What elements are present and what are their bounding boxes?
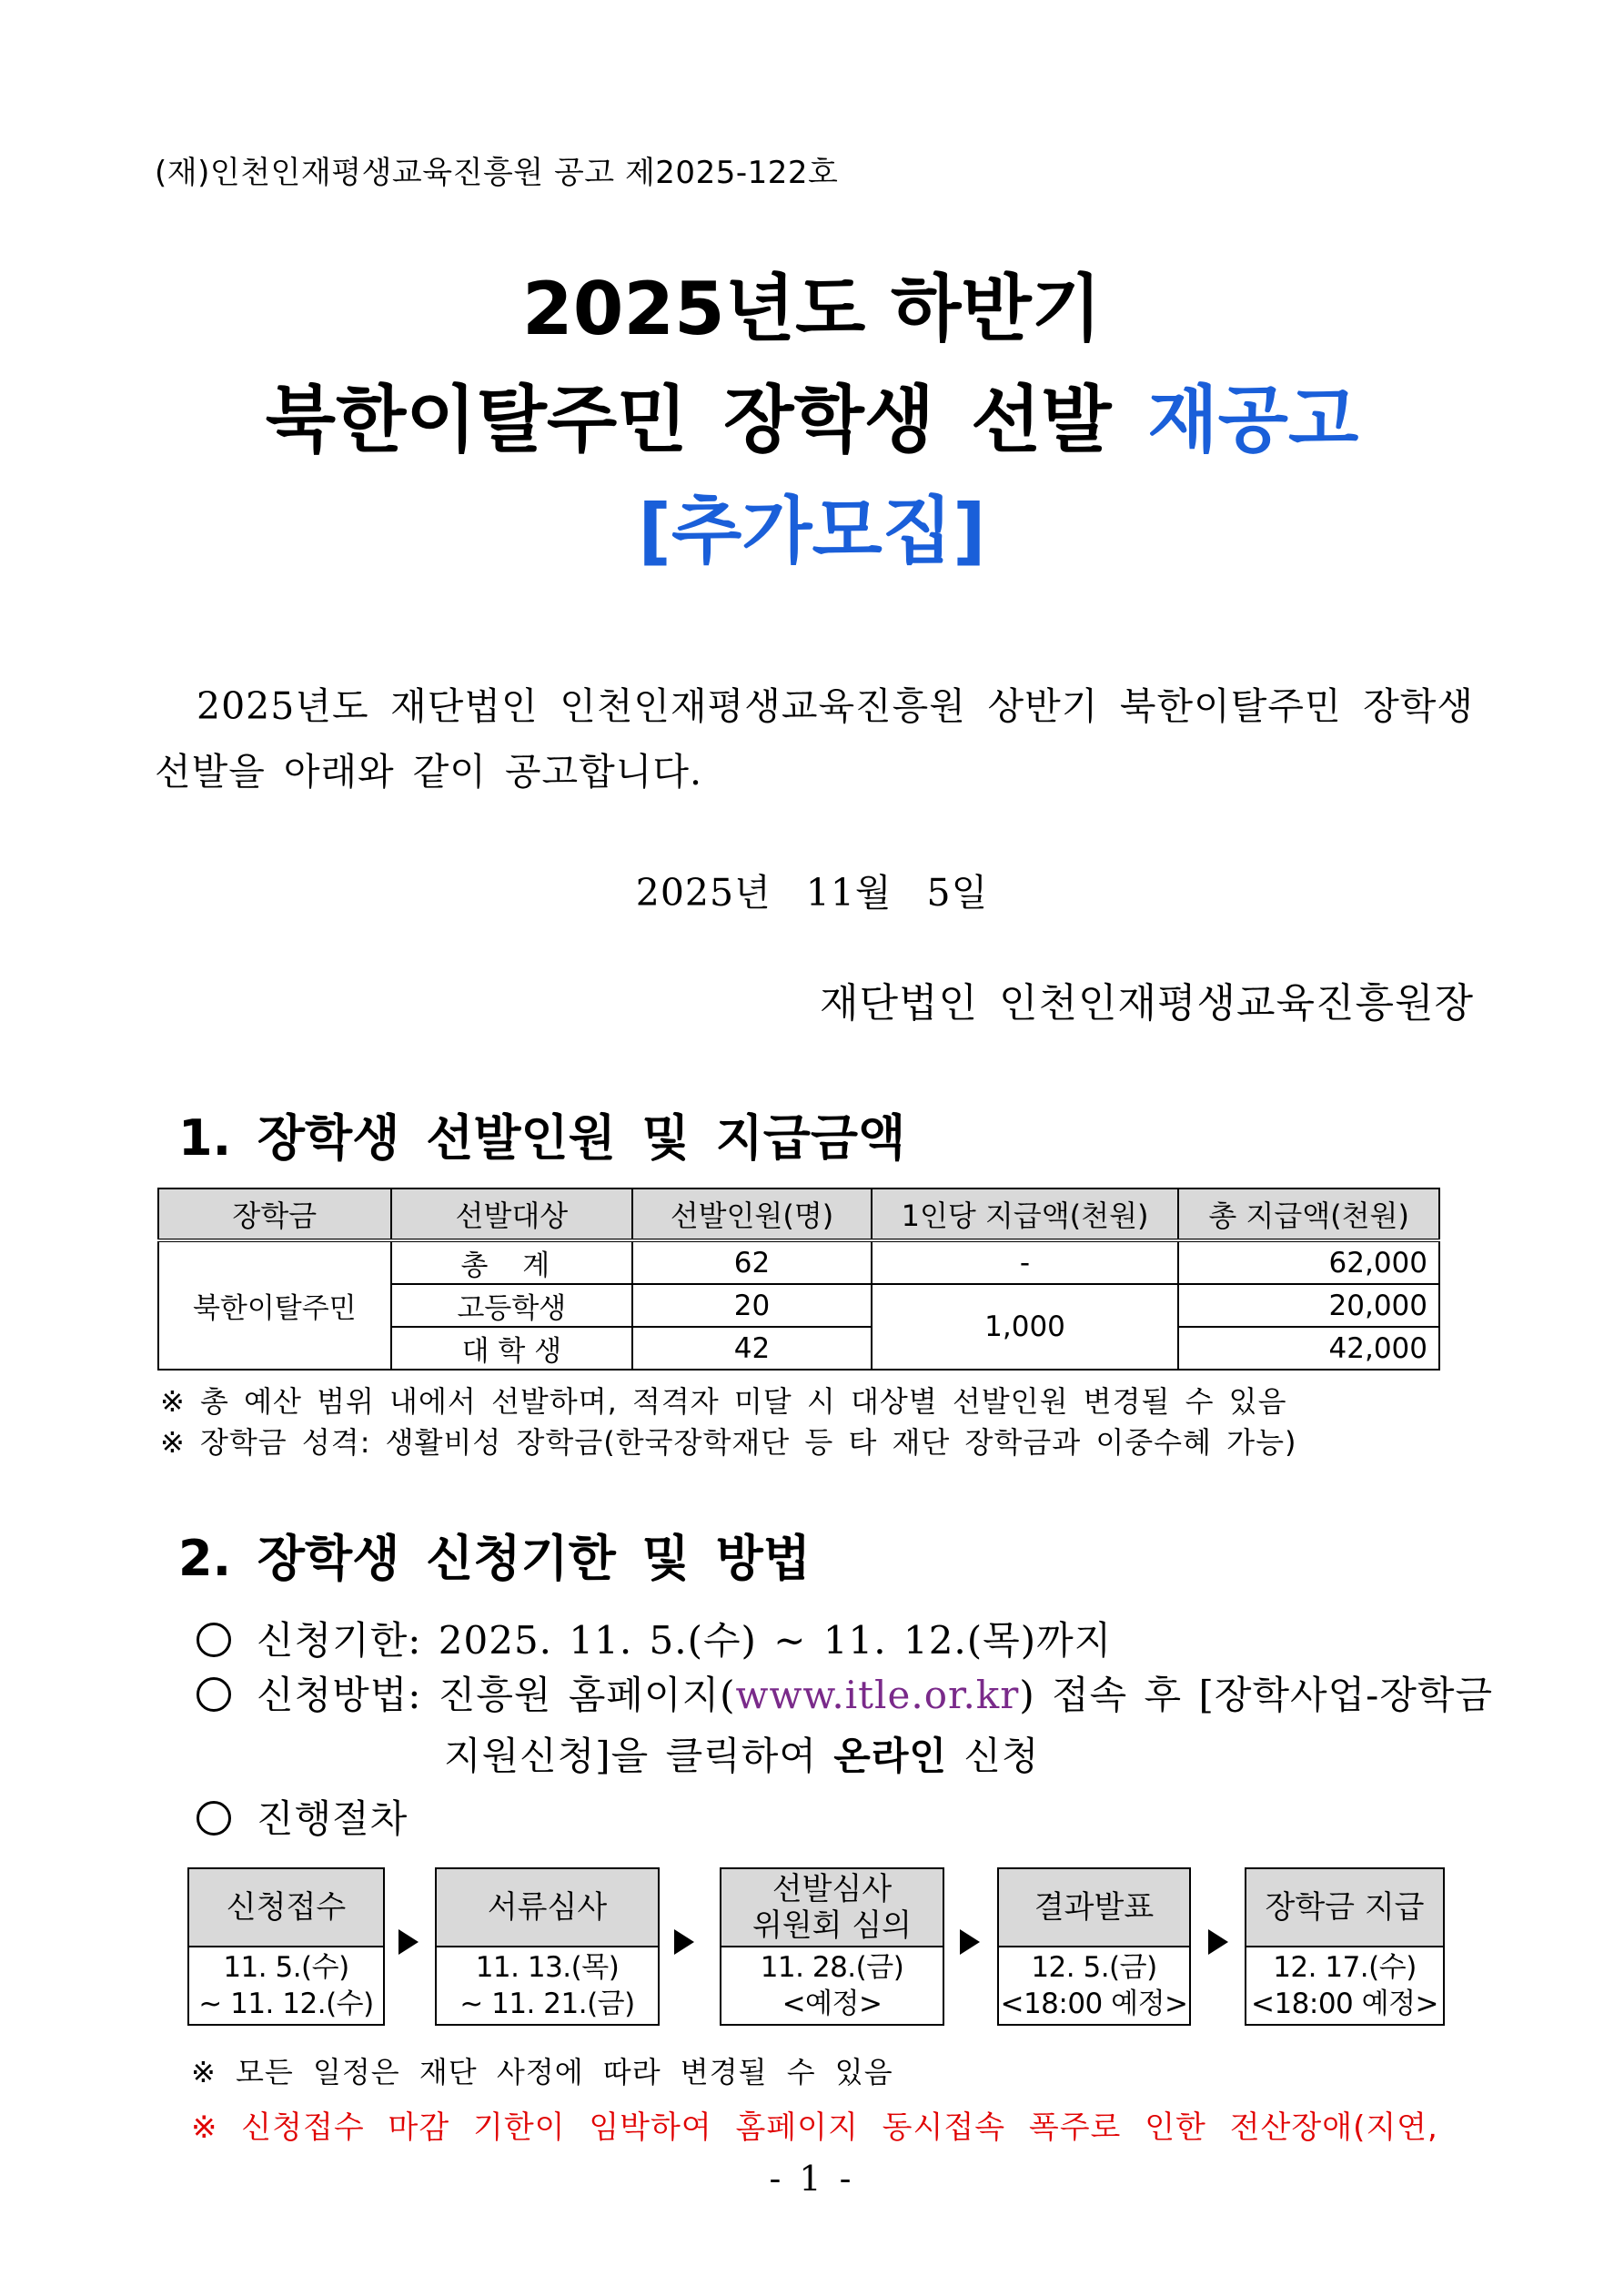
- title-line-2: [0, 375, 1624, 466]
- step-date-line2: ~ 11. 12.(수): [198, 1988, 374, 2020]
- step-payment: [1245, 1867, 1445, 2026]
- step-date-line1: 12. 5.(금): [1031, 1951, 1157, 1984]
- method-item: [197, 1665, 1493, 1720]
- procedure-item: [197, 1789, 408, 1844]
- step-date-line1: 12. 17.(수): [1273, 1951, 1417, 1984]
- total-cell: 42,000: [1178, 1327, 1439, 1370]
- procedure-label: 진행절차: [257, 1796, 409, 1841]
- step-application: [187, 1867, 385, 2026]
- deadline-item: [197, 1611, 1112, 1665]
- target-cell: 대 학 생: [391, 1327, 633, 1370]
- intro-paragraph: 2025년도 재단법인 인천인재평생교육진흥원 상반기 북한이탈주민 장학생 선발을 아래와 같이 공고합니다.: [155, 684, 1474, 794]
- schedule-note: ※ 모든 일정은 재단 사정에 따라 변경될 수 있음: [191, 2055, 893, 2089]
- table-header-row: [158, 1188, 1439, 1240]
- total-cell: 62,000: [1178, 1240, 1439, 1284]
- step-date-line1: 11. 13.(목): [475, 1951, 620, 1984]
- method-item-continued: [444, 1726, 1039, 1781]
- step-dates: [189, 1947, 383, 2024]
- scholarship-table: [157, 1188, 1440, 1371]
- step-results: [997, 1867, 1191, 2026]
- section-1-heading: 1. 장학생 선발인원 및 지급금액: [178, 1109, 906, 1167]
- count-cell: 20: [632, 1284, 872, 1327]
- step-title: 장학금 지급: [1246, 1869, 1443, 1947]
- triangle-arrow-icon: [960, 1929, 980, 1955]
- step-title: 선발심사 위원회 심의: [721, 1869, 943, 1947]
- page-number: - 1 -: [769, 2159, 855, 2199]
- header-scholarship: 장학금: [158, 1188, 391, 1240]
- circle-bullet-icon: [197, 1801, 231, 1836]
- step-title: 결과발표: [999, 1869, 1189, 1947]
- triangle-arrow-icon: [1208, 1929, 1228, 1955]
- scholarship-nature-note: ※ 장학금 성격: 생활비성 장학금(한국장학재단 등 타 재단 장학금과 이중수혜 가능): [160, 1425, 1297, 1460]
- method-cont-suffix: 신청: [946, 1734, 1040, 1778]
- step-dates: [437, 1947, 658, 2024]
- count-cell: 62: [632, 1240, 872, 1284]
- step-dates: [999, 1947, 1189, 2024]
- section-2-heading: 2. 장학생 신청기한 및 방법: [178, 1530, 811, 1587]
- step-date-line2: ~ 11. 21.(금): [459, 1988, 635, 2020]
- notice-date: 2025년 11월 5일: [635, 871, 989, 915]
- method-cont-prefix: 지원신청]을 클릭하여: [444, 1734, 834, 1778]
- budget-note: ※ 총 예산 범위 내에서 선발하며, 적격자 미달 시 대상별 선발인원 변경될 수 있음: [160, 1384, 1287, 1419]
- triangle-arrow-icon: [674, 1929, 694, 1955]
- step-committee-review: [720, 1867, 944, 2026]
- table-row: [158, 1240, 1439, 1284]
- count-cell: 42: [632, 1327, 872, 1370]
- notice-number: (재)인천인재평생교육진흥원 공고 제2025-122호: [155, 155, 839, 191]
- title-reannouncement: 재공고: [1147, 378, 1359, 462]
- target-cell: 총 계: [391, 1240, 633, 1284]
- method-prefix: 신청방법: 진흥원 홈페이지(: [257, 1673, 736, 1717]
- header-count: 선발인원(명): [632, 1188, 872, 1240]
- method-suffix: ) 접속 후 [장학사업-장학금: [1019, 1673, 1494, 1717]
- homepage-link[interactable]: www.itle.or.kr: [735, 1673, 1020, 1717]
- triangle-arrow-icon: [398, 1929, 419, 1955]
- target-cell: 고등학생: [391, 1284, 633, 1327]
- total-cell: 20,000: [1178, 1284, 1439, 1327]
- title-additional-recruitment: [추가모집]: [638, 489, 986, 573]
- per-person-cell: 1,000: [872, 1284, 1179, 1370]
- title-main: 북한이탈주민 장학생 선발: [265, 378, 1148, 462]
- per-person-cell: -: [872, 1240, 1179, 1284]
- title-line-1: 2025년도 하반기: [522, 267, 1102, 351]
- step-dates: [1246, 1947, 1443, 2024]
- circle-bullet-icon: [197, 1623, 231, 1657]
- step-date-line2: <18:00 예정>: [1000, 1988, 1188, 2020]
- warning-note: ※ 신청접수 마감 기한이 임박하여 홈페이지 동시접속 폭주로 인한 전산장애(지연,: [191, 2109, 1438, 2146]
- deadline-text: 신청기한: 2025. 11. 5.(수) ~ 11. 12.(목)까지: [257, 1618, 1113, 1663]
- online-emphasis: 온라인: [833, 1734, 947, 1778]
- header-total: 총 지급액(천원): [1178, 1188, 1439, 1240]
- step-title: 서류심사: [437, 1869, 658, 1947]
- scholarship-name: 북한이탈주민: [158, 1240, 391, 1370]
- step-document-review: [435, 1867, 660, 2026]
- circle-bullet-icon: [197, 1677, 231, 1712]
- issuer-name: 재단법인 인천인재평생교육진흥원장: [819, 980, 1474, 1027]
- header-target: 선발대상: [391, 1188, 633, 1240]
- step-dates: [721, 1947, 943, 2024]
- step-date-line1: 11. 5.(수): [223, 1951, 349, 1984]
- step-date-line2: <18:00 예정>: [1250, 1988, 1439, 2020]
- step-date-line1: 11. 28.(금): [760, 1951, 904, 1984]
- step-date-line2: <예정>: [782, 1988, 883, 2020]
- header-per-person: 1인당 지급액(천원): [872, 1188, 1179, 1240]
- step-title: 신청접수: [189, 1869, 383, 1947]
